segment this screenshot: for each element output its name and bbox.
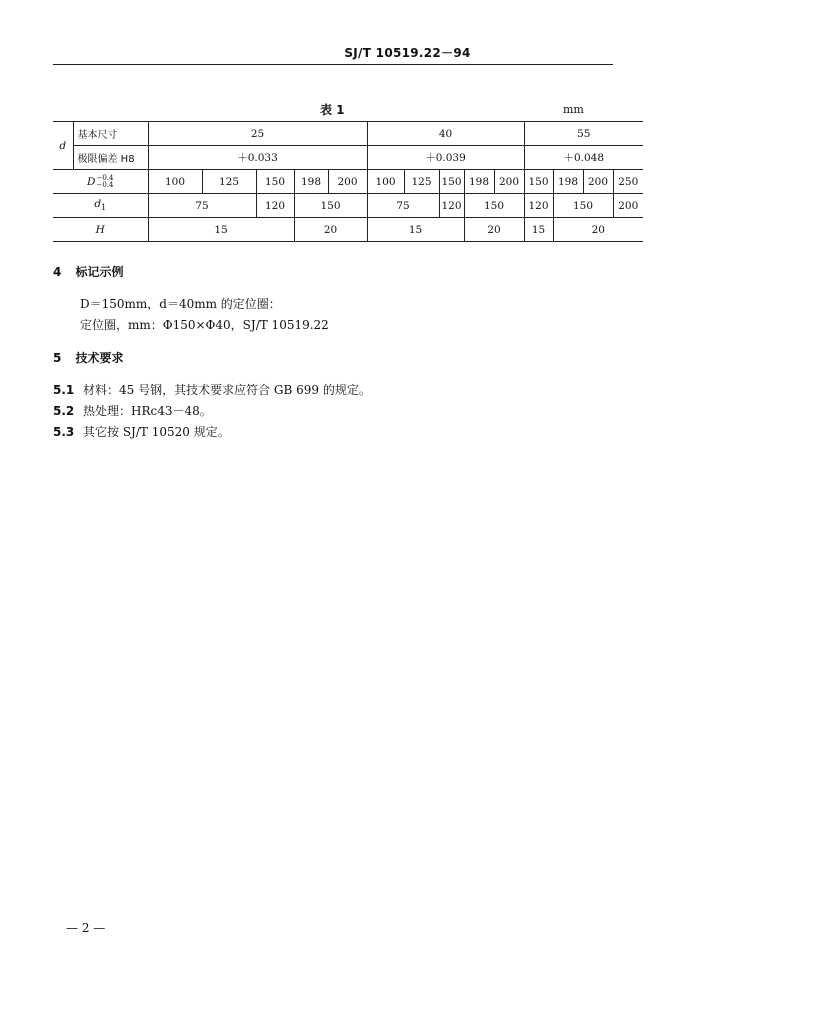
page-number: — 2 — <box>66 921 106 935</box>
table-cell: 198 <box>294 170 328 194</box>
table-row <box>53 170 643 194</box>
table-cell: 120 <box>524 194 553 218</box>
marking-example-line-2: 定位圈，mm：Φ150×Φ40，SJ/T 10519.22 <box>80 318 329 332</box>
clause-5-3 <box>53 423 230 440</box>
table-cell: 125 <box>404 170 439 194</box>
table-cell: 20 <box>553 218 643 242</box>
table-cell: 15 <box>148 218 294 242</box>
table-cell: 200 <box>494 170 524 194</box>
table-cell: 120 <box>256 194 294 218</box>
dimension-table <box>53 121 643 242</box>
table-cell: 15 <box>367 218 464 242</box>
table-cell: 120 <box>439 194 464 218</box>
table-row <box>53 218 643 242</box>
clause-5-1 <box>53 381 371 398</box>
d1-subscript: 1 <box>101 203 107 213</box>
table-cell: 150 <box>553 194 613 218</box>
D-tolerance <box>96 175 113 189</box>
table-row <box>53 146 643 170</box>
table-cell: 150 <box>439 170 464 194</box>
table-cell: 55 <box>524 122 643 146</box>
clause-text: 其它按 SJ/T 10520 规定。 <box>83 425 230 439</box>
table-cell: 20 <box>294 218 367 242</box>
D-symbol: D <box>87 175 96 188</box>
header-rule <box>53 64 613 65</box>
section-5-heading <box>53 349 124 366</box>
table-cell: 150 <box>464 194 524 218</box>
document-header: SJ/T 10519.22－94 <box>344 46 471 60</box>
table-cell: 100 <box>148 170 202 194</box>
table-cell: ＋0.048 <box>524 146 643 170</box>
section-title: 技术要求 <box>75 351 124 365</box>
section-title: 标记示例 <box>75 265 124 279</box>
marking-example-line-1: D＝150mm，d＝40mm 的定位圈： <box>80 297 281 311</box>
clause-number: 5.2 <box>53 404 75 418</box>
table-cell: 200 <box>328 170 367 194</box>
section-4-heading <box>53 263 124 280</box>
table-caption: 表 1 <box>320 103 345 117</box>
table-cell: 75 <box>367 194 439 218</box>
table-cell: 125 <box>202 170 256 194</box>
row-label-tolerance: 极限偏差 H8 <box>73 146 148 170</box>
table-row <box>53 194 643 218</box>
table-cell: 150 <box>524 170 553 194</box>
table-cell: 20 <box>464 218 524 242</box>
clause-text: 材料：45 号钢，其技术要求应符合 GB 699 的规定。 <box>83 383 371 397</box>
row-label-basic-size: 基本尺寸 <box>73 122 148 146</box>
row-label-D <box>53 170 148 194</box>
table-cell: 15 <box>524 218 553 242</box>
section-number: 4 <box>53 265 62 279</box>
d1-symbol: d <box>94 198 102 211</box>
table-cell: 198 <box>553 170 583 194</box>
table-cell: 150 <box>256 170 294 194</box>
table-cell: 200 <box>613 194 643 218</box>
clause-number: 5.1 <box>53 383 75 397</box>
table-cell: 200 <box>583 170 613 194</box>
table-unit: mm <box>563 103 584 116</box>
row-label-H: H <box>53 218 148 242</box>
table-cell: 100 <box>367 170 404 194</box>
table-row <box>53 122 643 146</box>
D-tol-upper: −0.4 <box>96 173 114 182</box>
section-number: 5 <box>53 351 62 365</box>
row-label-d1 <box>53 194 148 218</box>
table-cell: ＋0.033 <box>148 146 367 170</box>
table-cell: 25 <box>148 122 367 146</box>
table-cell: 75 <box>148 194 256 218</box>
table-cell: 198 <box>464 170 494 194</box>
table-cell: 40 <box>367 122 524 146</box>
clause-text: 热处理：HRc43－48。 <box>83 404 212 418</box>
table-cell: 250 <box>613 170 643 194</box>
table-cell: 150 <box>294 194 367 218</box>
table-cell: ＋0.039 <box>367 146 524 170</box>
D-tol-lower: −0.4 <box>96 180 114 189</box>
clause-5-2 <box>53 402 212 419</box>
clause-number: 5.3 <box>53 425 75 439</box>
d-symbol: d <box>53 122 73 170</box>
